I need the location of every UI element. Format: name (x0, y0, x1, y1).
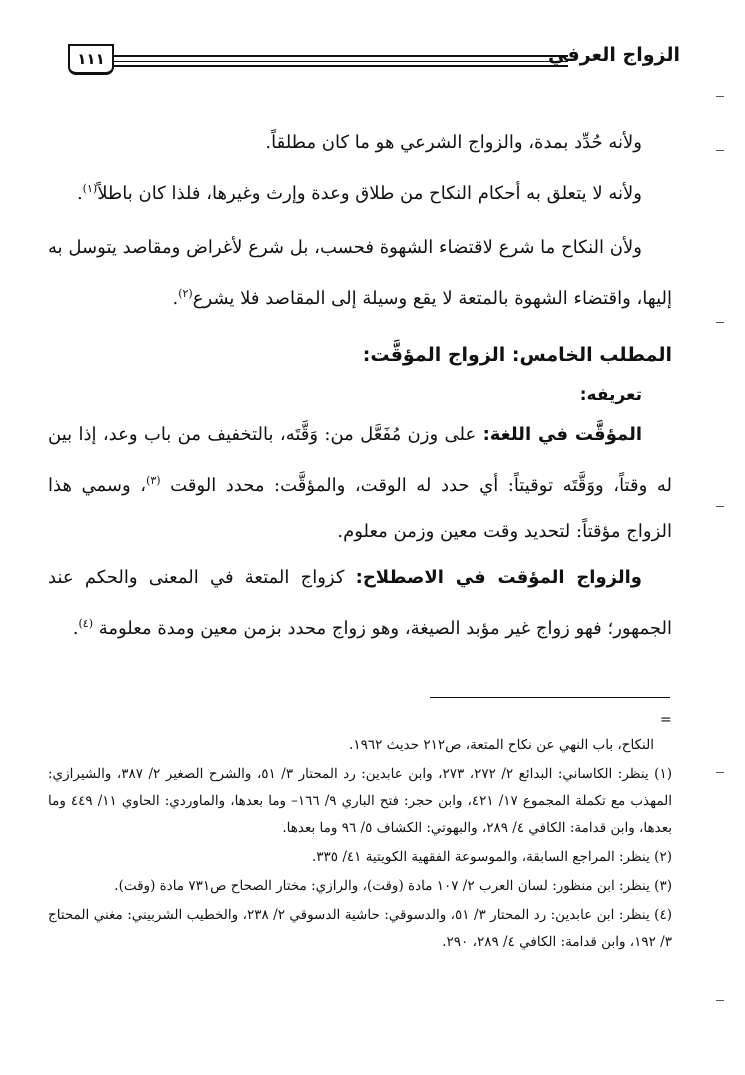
running-header (40, 42, 680, 78)
term-label: المؤقَّت في اللغة: (482, 424, 643, 445)
term-label: والزواج المؤقت في الاصطلاح: (355, 567, 642, 588)
paragraph (48, 120, 672, 166)
footnote: (٣) ينظر: ابن منظور: لسان العرب ٢/ ١٠٧ مادة (وقت)، والرازي: مختار الصحاح ص٧٣١ مادة (وقت). (114, 878, 672, 894)
paragraph-text: كزواج المتعة في المعنى والحكم عند الجمهور؛ فهو زواج غير مؤبد الصيغة، وهو زواج محدد بزمن معين ومدة معلومة (48, 567, 672, 639)
footnotes (48, 732, 672, 958)
margin-tick (716, 322, 724, 323)
paragraph-text: ولأنه لا يتعلق به أحكام النكاح من طلاق وعدة وإرث وغيرها، فلذا كان باطلاً (97, 183, 642, 204)
footnote: (٢) ينظر: المراجع السابقة، والموسوعة الفقهية الكويتية ٤١/ ٣٣٥. (311, 849, 672, 865)
margin-tick (716, 150, 724, 151)
footnote-separator (430, 697, 670, 698)
paragraph-text: على وزن مُفَعَّل من: وَقَّتَه، بالتخفيف من باب وعد، إذا بين له وقتاً، ووَقَّتَه توقيتاً: أي حدد له الوقت، والمؤقَّت: محدد الوقت (48, 424, 672, 496)
footnote: (٤) ينظر: ابن عابدين: رد المحتار ٣/ ٥١، والدسوقي: حاشية الدسوقي ٢/ ٢٣٨، والخطيب الشربيني: مغني المحتاج ٣/ ١٩٢، وابن قدامة: الكافي ٤/ ٢٨٩، ٢٩٠. (48, 907, 672, 950)
header-rule (112, 61, 568, 62)
paragraph (48, 412, 672, 555)
paragraph: ولأنه لا يتعلق به أحكام النكاح من طلاق وعدة وإرث وغيرها، فلذا كان باطلاً$^{(١)}$. (76, 182, 642, 204)
book-title: الزواج العرفي (548, 44, 680, 66)
definition-label: تعريفه: (579, 385, 642, 405)
section-heading: المطلب الخامس: الزواج المؤقَّت: (362, 344, 672, 366)
footnote-ref: (٣) (146, 474, 161, 487)
header-rule (112, 65, 568, 67)
paragraph: ولأن النكاح ما شرع لاقتضاء الشهوة فحسب، بل شرع لأغراض ومقاصد يتوسل به إليها، واقتضاء الشهوة بالمتعة لا يقع وسيلة إلى المقاصد فلا يشرع$^{(٢)}$. (48, 237, 672, 309)
margin-tick (716, 506, 724, 507)
footnote: (١) ينظر: الكاساني: البدائع ٢/ ٢٧٢، ٢٧٣، وابن عابدين: رد المحتار ٣/ ٥١، والشرح الصغير ٢/ ٣٨٧، والشيرازي: المهذب مع تكملة المجموع ١٧/ ٤٢١، وابن حجر: فتح الباري ٩/ ١٦٦– وما بعدها، والماوردي: الحاوي ١١/ ٤٤٩ وما بعدها، وابن قدامة: الكافي ٤/ ٢٨٩، والبهوتي: الكشاف ٥/ ٩٦ وما بعدها. (48, 766, 673, 836)
margin-tick (716, 96, 724, 97)
margin-tick (716, 772, 724, 773)
paragraph-text: ، وسمي هذا الزواج مؤقتاً: لتحديد وقت معين وزمن معلوم. (48, 475, 672, 542)
footnote-ref: (١) (82, 182, 98, 195)
header-rule (112, 55, 568, 57)
paragraph-text: ولأن النكاح ما شرع لاقتضاء الشهوة فحسب، بل شرع لأغراض ومقاصد يتوسل به إليها، واقتضاء الشهوة بالمتعة لا يقع وسيلة إلى المقاصد فلا يشرع (48, 237, 672, 309)
paragraph: والزواج المؤقت في الاصطلاح: كزواج المتعة في المعنى والحكم عند الجمهور؛ فهو زواج غير مؤبد الصيغة، وهو زواج محدد بزمن معين ومدة معلومة $^{(٤)}$. (48, 567, 672, 639)
page-number: ١١١ (68, 44, 114, 75)
footnote-ref: (٤) (78, 617, 93, 630)
footnote: النكاح، باب النهي عن نكاح المتعة، ص٢١٢ حديث ١٩٦٢. (349, 737, 654, 753)
paragraph-text: ولأنه حُدِّد بمدة، والزواج الشرعي هو ما كان مطلقاً. (265, 132, 642, 153)
margin-tick (716, 1000, 724, 1001)
footnote-ref: (٢) (178, 287, 193, 300)
body-text (48, 120, 672, 652)
continuation-mark: = (660, 712, 672, 728)
